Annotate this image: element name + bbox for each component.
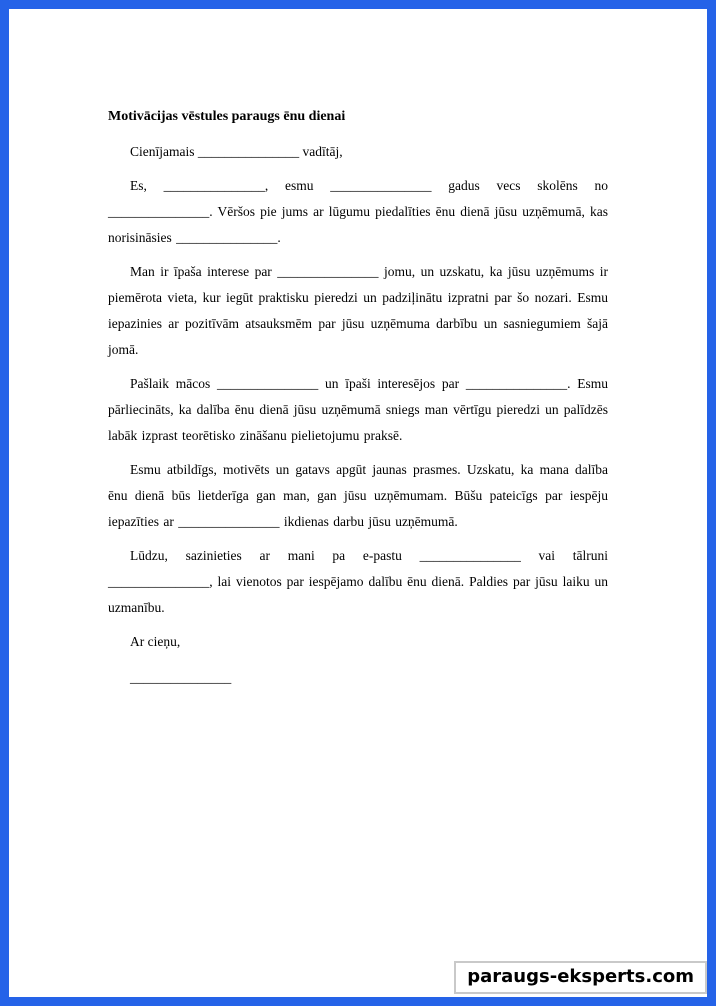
document-title: Motivācijas vēstules paraugs ēnu dienai [108, 109, 346, 124]
paragraph-contact: Lūdzu, sazinieties ar mani pa e-pastu _______________ vai tālruni _______________, lai vienotos par iespējamo dalību ēnu dienā. Paldies par jūsu laiku un uzmanību. [108, 548, 608, 615]
salutation-line: Cienījamais _______________ vadītāj, [130, 144, 343, 159]
signature-blank-line: _______________ [130, 670, 232, 685]
watermark-site-label: paraugs-eksperts.com [454, 961, 707, 994]
paragraph-interest: Man ir īpaša interese par _______________ jomu, un uzskatu, ka jūsu uzņēmums ir piemērota vieta, kur iegūt praktisku pieredzi un padziļinātu izpratni par šo nozari. Esmu iepazinies ar pozitīvām atsauksmēm par jūsu uzņēmuma darbību un sasniegumiem šajā jomā. [108, 264, 608, 357]
closing-line: Ar cieņu, [130, 634, 181, 649]
paragraph-intro: Es, _______________, esmu _______________ gadus vecs skolēns no _______________. Vēršos pie jums ar lūgumu piedalīties ēnu dienā jūsu uzņēmumā, kas norisināsies _______________. [108, 178, 608, 245]
paragraph-motivation: Esmu atbildīgs, motivēts un gatavs apgūt jaunas prasmes. Uzskatu, ka mana dalība ēnu dienā būs lietderīga gan man, gan jūsu uzņēmumam. Būšu pateicīgs par iespēju iepazīties ar _______________ ikdienas darbu jūsu uzņēmumā. [108, 462, 608, 529]
paragraph-studies: Pašlaik mācos _______________ un īpaši interesējos par _______________. Esmu pārliecināts, ka dalība ēnu dienā jūsu uzņēmumā sniegs man vērtīgu pieredzi un palīdzēs labāk izprast teorētisko zināšanu pielietojumu praksē. [108, 376, 608, 443]
letter-body [108, 104, 608, 699]
